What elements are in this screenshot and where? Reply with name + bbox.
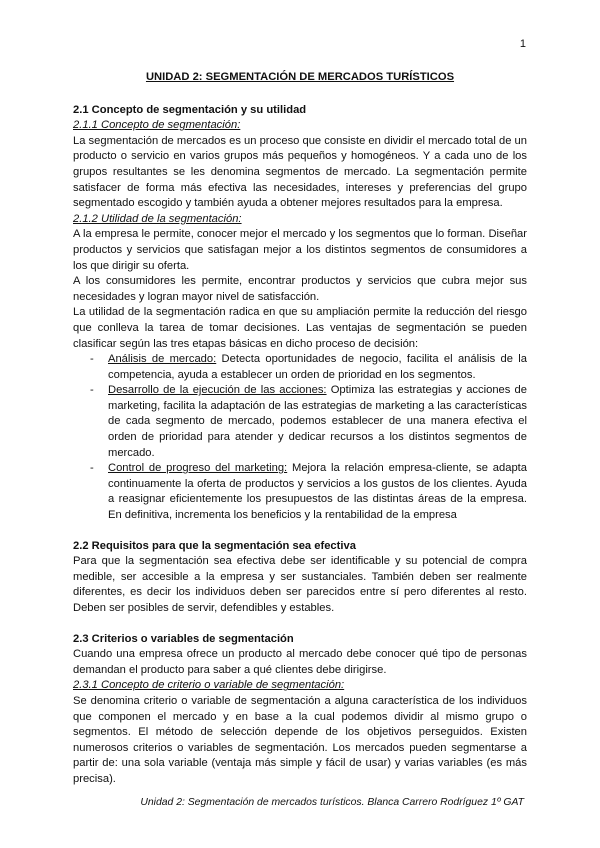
page-footer: Unidad 2: Segmentación de mercados turísticos. Blanca Carrero Rodríguez 1º GAT bbox=[140, 797, 524, 808]
paragraph: Para que la segmentación sea efectiva debe ser identificable y su potencial de compra medible, ser accesible a la empresa y ser sustanciales. También deben ser realmente diferentes, es decir los individuos deben ser parecidos entre sí pero diferentes al resto. Deben ser posibles de servir, defendibles y estables. bbox=[73, 555, 527, 614]
list-item bbox=[73, 352, 527, 383]
list-item-text: Mejora la relación empresa-cliente, se adapta continuamente la oferta de productos y servicios a los gustos de los clientes. Ayuda a reasignar eficientemente los presupuestos de las distintas áreas de la empresa. En definitiva, incrementa los beneficios y la rentabilidad de la empresa bbox=[108, 462, 527, 522]
paragraph: A los consumidores les permite, encontrar productos y servicios que cubra mejor sus necesidades y logran mayor nivel de satisfacción. bbox=[73, 275, 527, 303]
advantages-list bbox=[73, 352, 527, 524]
subsection-heading-2-3-1: 2.3.1 Concepto de criterio o variable de segmentación: bbox=[73, 679, 345, 692]
list-item bbox=[73, 461, 527, 523]
paragraph: Se denomina criterio o variable de segmentación a alguna característica de los individuos que componen el mercado y en base a la cual podemos dividir al mismo grupo o segmentos. El método de selección depende de los objetivos perseguidos. Existen numerosos criterios o variables de segmentación. Los mercados pueden segmentarse a partir de: una sola variable (ventaja más simple y fácil de usar) y varias variables (es más precisa). bbox=[73, 694, 527, 785]
list-item-lead: Control de progreso del marketing: bbox=[108, 462, 288, 475]
subsection-heading-2-1-2: 2.1.2 Utilidad de la segmentación: bbox=[73, 212, 242, 225]
list-item bbox=[73, 383, 527, 461]
document-title: UNIDAD 2: SEGMENTACIÓN DE MERCADOS TURÍSTICOS bbox=[145, 71, 455, 83]
list-item-text: Optimiza las estrategias y acciones de marketing, facilita la adaptación de las estrategias de marketing a las características de cada segmento de mercado, podemos establecer de una manera efectiva el orden de prioridad para atender y dedicar recursos a los distintos segmentos de mercado. bbox=[108, 384, 527, 459]
document-body bbox=[73, 70, 527, 788]
section-heading-2-2: 2.2 Requisitos para que la segmentación sea efectiva bbox=[73, 539, 356, 552]
subsection-heading-2-1-1: 2.1.1 Concepto de segmentación: bbox=[73, 119, 241, 132]
list-item-text: Detecta oportunidades de negocio, facilita el análisis de la competencia, ayuda a establecer un orden de prioridad en los segmentos. bbox=[108, 353, 527, 381]
section-heading-2-3: 2.3 Criterios o variables de segmentación bbox=[73, 632, 294, 645]
paragraph: La segmentación de mercados es un proceso que consiste en dividir el mercado total de un producto o servicio en varios grupos más pequeños y homogéneos. Y a cada uno de los grupos resultantes se les denomina segmentos de mercado. La segmentación permite satisfacer de forma más efectiva las necesidades, intereses y preferencias del grupo segmentado escogido y también ayuda a obtener mejores resultados para la empresa. bbox=[73, 134, 527, 210]
paragraph: A la empresa le permite, conocer mejor el mercado y los segmentos que lo forman. Diseñar productos y servicios que satisfagan mejor a los distintos segmentos de consumidores a los que dirigir su oferta. bbox=[73, 228, 527, 272]
list-item-lead: Análisis de mercado: bbox=[108, 353, 217, 366]
paragraph: Cuando una empresa ofrece un producto al mercado debe conocer qué tipo de personas demandan el producto para saber a qué clientes debe dirigirse. bbox=[73, 648, 527, 676]
section-heading-2-1: 2.1 Concepto de segmentación y su utilidad bbox=[73, 103, 307, 116]
page-number: 1 bbox=[519, 38, 526, 50]
list-item-lead: Desarrollo de la ejecución de las acciones: bbox=[108, 384, 327, 397]
paragraph: La utilidad de la segmentación radica en que su ampliación permite la reducción del riesgo que conlleva la tarea de tomar decisiones. Las ventajas de segmentación se pueden clasificar según las tres etapas básicas en dicho proceso de decisión: bbox=[73, 306, 527, 350]
